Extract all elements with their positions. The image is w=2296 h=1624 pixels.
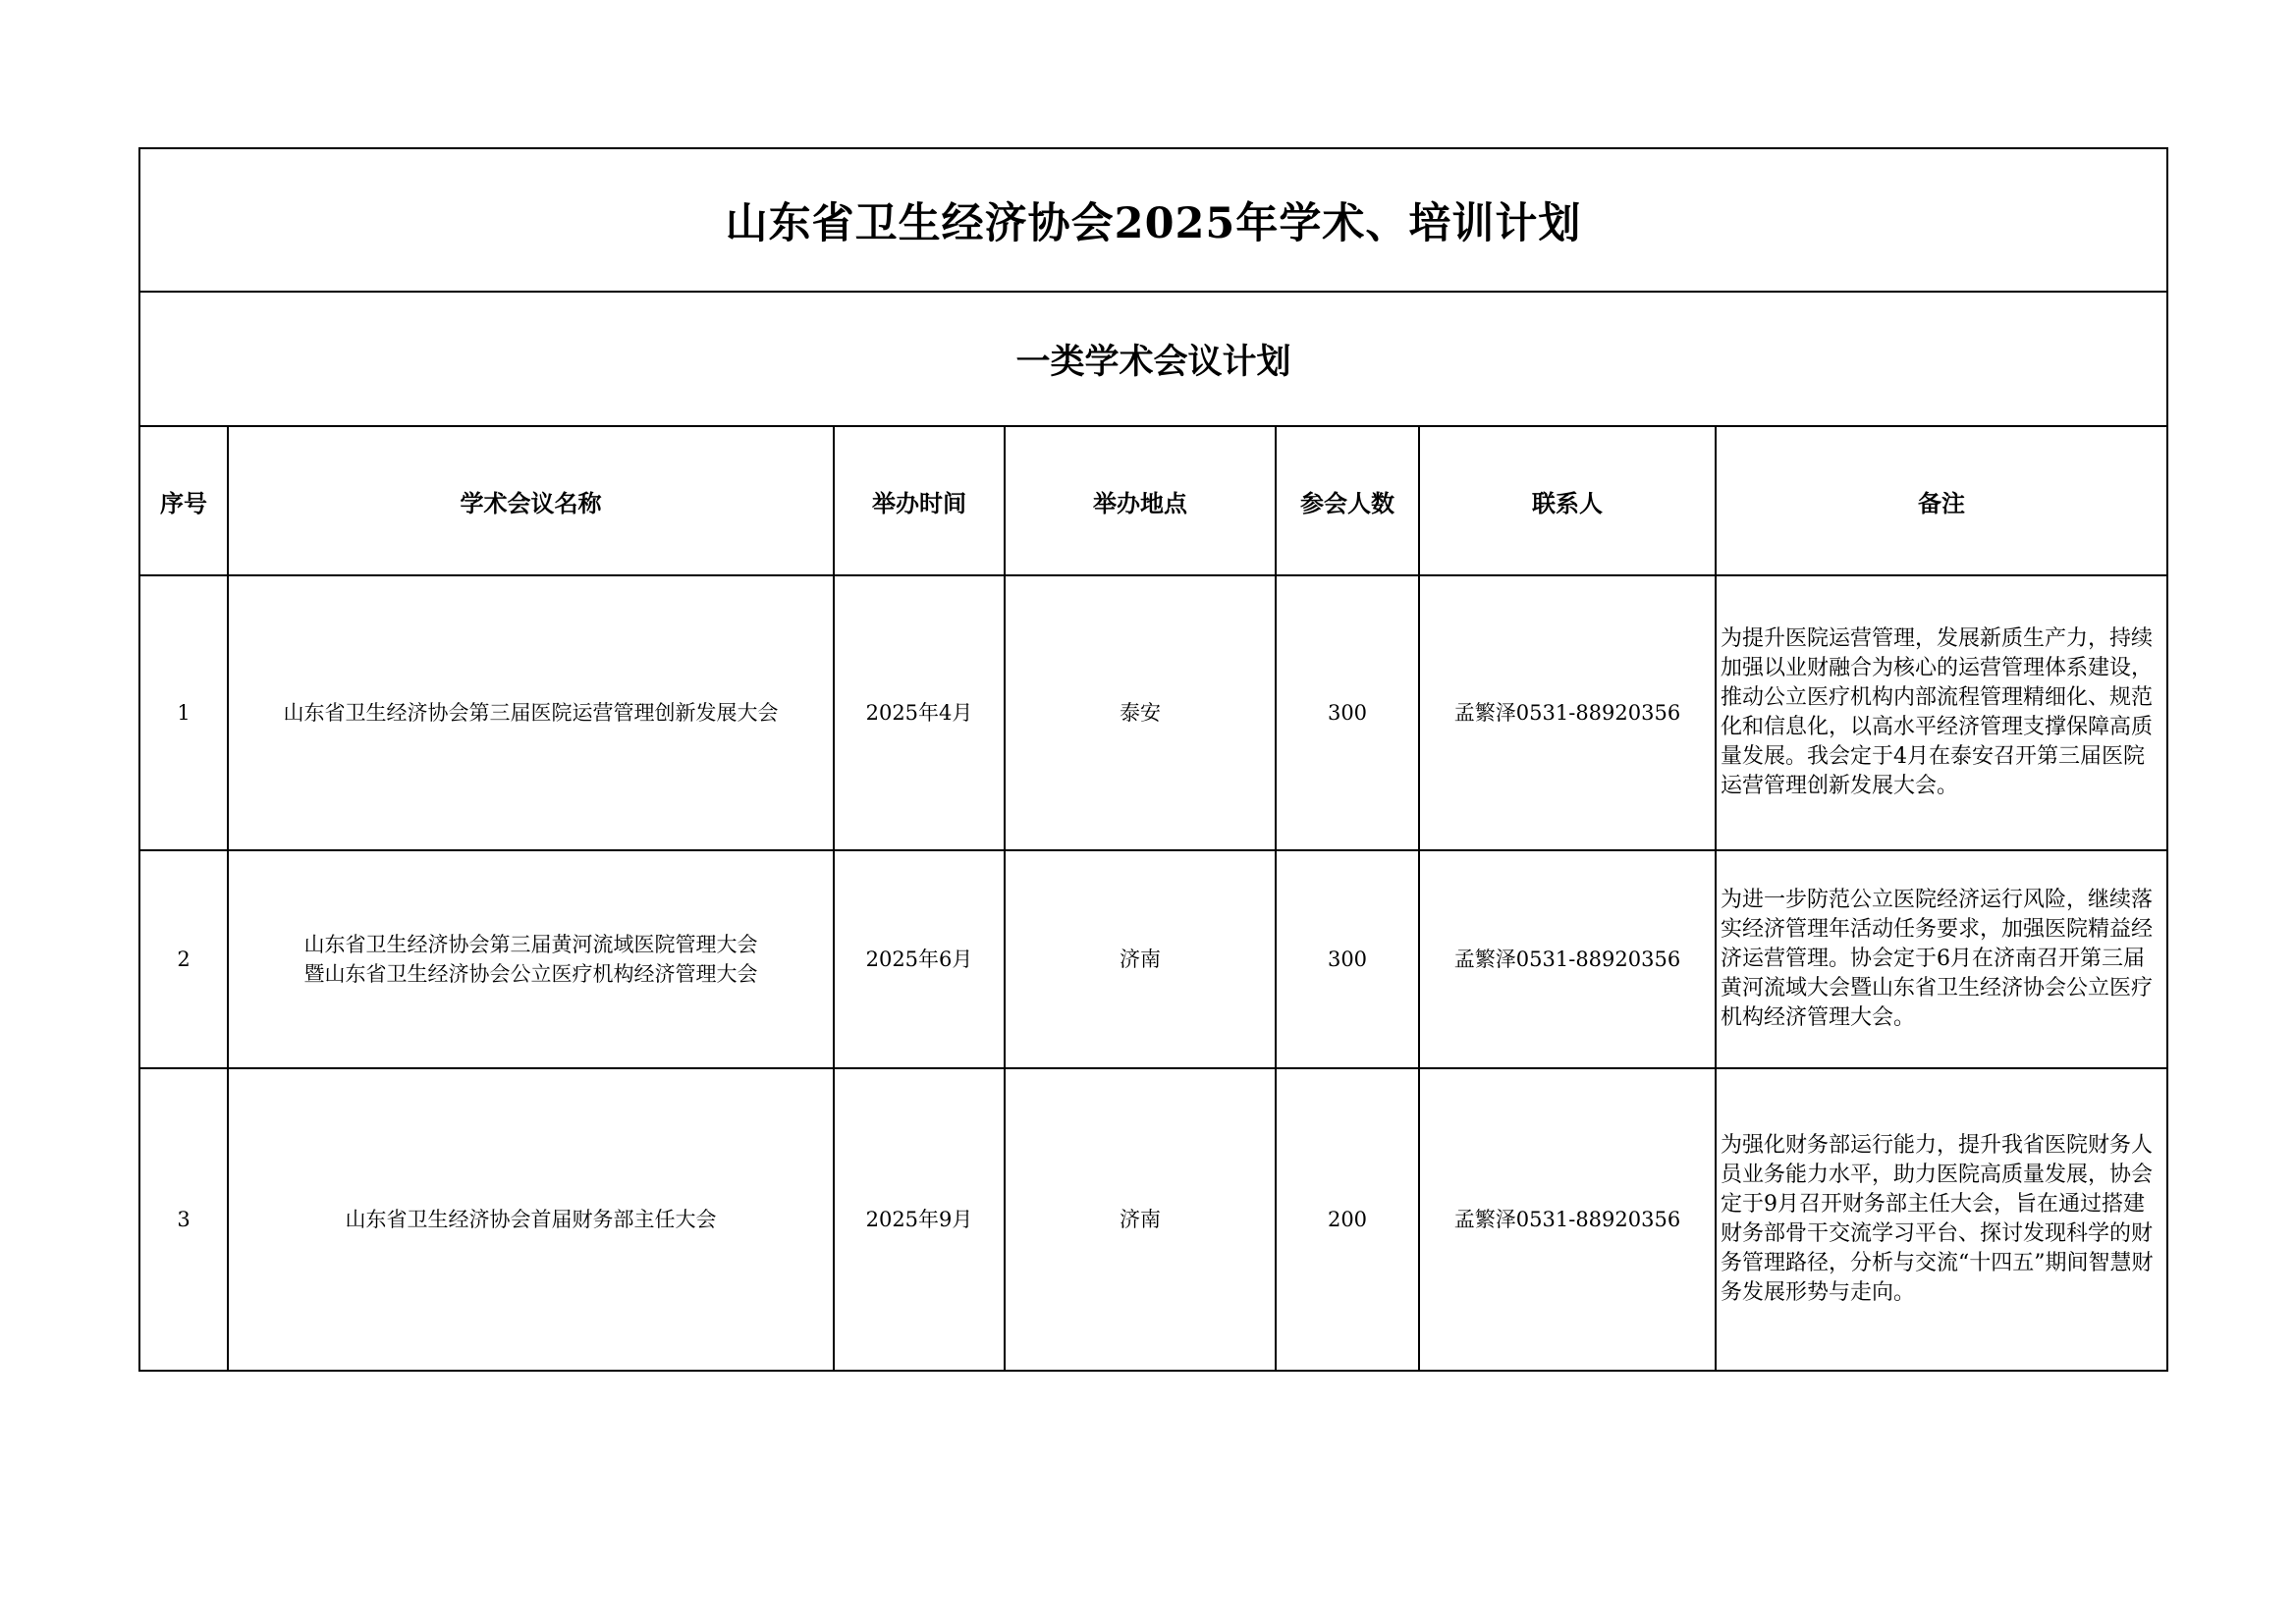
cell-contact: 孟繁泽0531-88920356 [1419,1068,1716,1371]
header-name: 学术会议名称 [228,426,834,575]
cell-name [228,575,834,850]
cell-name-line: 山东省卫生经济协会首届财务部主任大会 [345,1208,717,1231]
header-location: 举办地点 [1005,426,1276,575]
cell-attendees: 300 [1276,575,1419,850]
table-row [139,1068,2167,1371]
cell-name [228,1068,834,1371]
cell-contact: 孟繁泽0531-88920356 [1419,850,1716,1068]
cell-index: 1 [139,575,228,850]
cell-time: 2025年4月 [834,575,1005,850]
section-title: 一类学术会议计划 [139,292,2167,426]
cell-time: 2025年9月 [834,1068,1005,1371]
table-row [139,575,2167,850]
cell-name-line: 暨山东省卫生经济协会公立医疗机构经济管理大会 [303,962,758,986]
cell-time: 2025年6月 [834,850,1005,1068]
page-title: 山东省卫生经济协会2025年学术、培训计划 [139,148,2167,292]
training-plan-table [138,147,2168,1372]
cell-location: 泰安 [1005,575,1276,850]
header-index: 序号 [139,426,228,575]
cell-attendees: 300 [1276,850,1419,1068]
cell-index: 3 [139,1068,228,1371]
header-contact: 联系人 [1419,426,1716,575]
table-row [139,850,2167,1068]
cell-name [228,850,834,1068]
header-time: 举办时间 [834,426,1005,575]
cell-location: 济南 [1005,850,1276,1068]
cell-index: 2 [139,850,228,1068]
table-header-row [139,426,2167,575]
cell-location: 济南 [1005,1068,1276,1371]
cell-attendees: 200 [1276,1068,1419,1371]
cell-name-line: 山东省卫生经济协会第三届医院运营管理创新发展大会 [283,701,779,725]
cell-name-line: 山东省卫生经济协会第三届黄河流域医院管理大会 [303,933,758,956]
cell-remarks: 为提升医院运营管理，发展新质生产力，持续加强以业财融合为核心的运营管理体系建设，推动公立医疗机构内部流程管理精细化、规范化和信息化，以高水平经济管理支撑保障高质量发展。我会定于4月在泰安召开第三届医院运营管理创新发展大会。 [1716,575,2167,850]
header-remarks: 备注 [1716,426,2167,575]
cell-remarks: 为进一步防范公立医院经济运行风险，继续落实经济管理年活动任务要求，加强医院精益经济运营管理。协会定于6月在济南召开第三届黄河流域大会暨山东省卫生经济协会公立医疗机构经济管理大会。 [1716,850,2167,1068]
header-attendees: 参会人数 [1276,426,1419,575]
cell-contact: 孟繁泽0531-88920356 [1419,575,1716,850]
cell-remarks: 为强化财务部运行能力，提升我省医院财务人员业务能力水平，助力医院高质量发展，协会定于9月召开财务部主任大会，旨在通过搭建财务部骨干交流学习平台、探讨发现科学的财务管理路径，分析与交流“十四五”期间智慧财务发展形势与走向。 [1716,1068,2167,1371]
